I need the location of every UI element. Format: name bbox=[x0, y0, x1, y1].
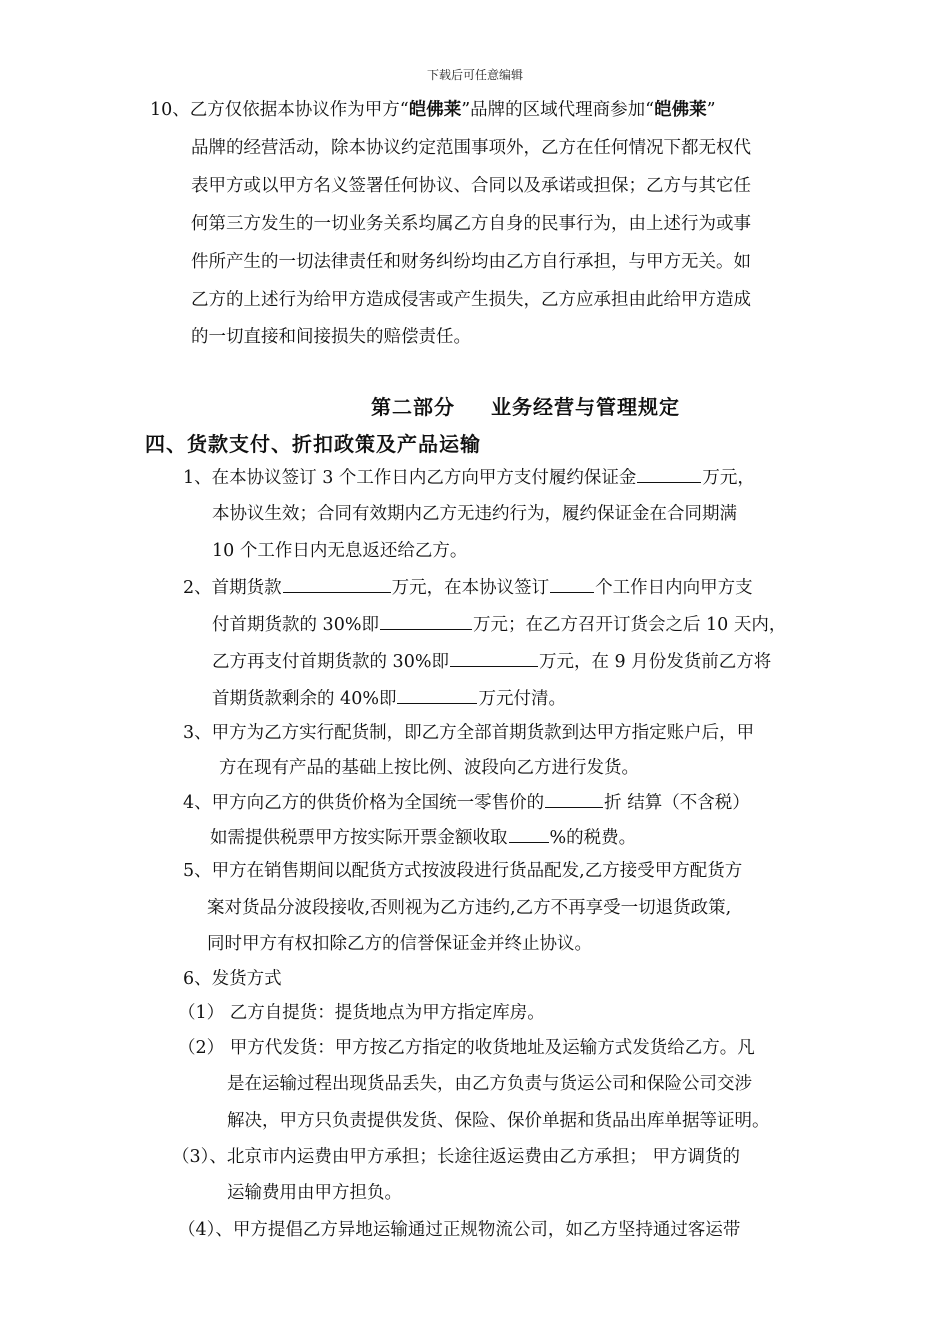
item6-sub2-line3: 解决，甲方只负责提供发货、保险、保价单据和货品出库单据等证明。 bbox=[227, 1111, 770, 1131]
item4-line1 bbox=[183, 790, 750, 815]
item4-text-d: %的税费。 bbox=[549, 828, 637, 848]
item1-line1 bbox=[183, 465, 755, 490]
workdays-blank[interactable] bbox=[550, 575, 594, 593]
payment-30b-blank[interactable] bbox=[450, 649, 538, 667]
item4-text-b: 折 结算（不含税） bbox=[604, 793, 750, 813]
item2-text-c: 个工作日内向甲方支 bbox=[595, 578, 753, 598]
item2-text-g: 万元，在 9 月份发货前乙方将 bbox=[538, 652, 772, 672]
item10-line5: 件所产生的一切法律责任和财务纠纷均由乙方自行承担，与甲方无关。如 bbox=[191, 252, 751, 272]
item6-sub2-line1: （2） 甲方代发货：甲方按乙方指定的收货地址及运输方式发货给乙方。凡 bbox=[178, 1038, 755, 1058]
payment-40-blank[interactable] bbox=[397, 686, 477, 704]
item5-line3: 同时甲方有权扣除乙方的信誉保证金并终止协议。 bbox=[207, 934, 592, 954]
item10-text-a: 10、乙方仅依据本协议作为甲方“ bbox=[150, 100, 409, 120]
item2-line2 bbox=[212, 612, 786, 637]
item1-line2: 本协议生效；合同有效期内乙方无违约行为，履约保证金在合同期满 bbox=[212, 504, 737, 524]
item5-line1: 5、甲方在销售期间以配货方式按波段进行货品配发,乙方接受甲方配货方 bbox=[183, 861, 743, 881]
item6-sub3-line1: （3）、北京市内运费由甲方承担；长途往返运费由乙方承担； 甲方调货的 bbox=[172, 1147, 740, 1167]
part-name: 业务经营与管理规定 bbox=[491, 395, 680, 419]
item1-text-a: 1、在本协议签订 3 个工作日内乙方向甲方支付履约保证金 bbox=[183, 468, 637, 488]
item10-text-c: ” bbox=[706, 100, 716, 120]
item10-line7: 的一切直接和间接损失的赔偿责任。 bbox=[191, 327, 471, 347]
page-header: 下载后可任意编辑 bbox=[426, 68, 523, 82]
item6-sub3-line2: 运输费用由甲方担负。 bbox=[227, 1183, 402, 1203]
item2-text-e: 万元；在乙方召开订货会之后 10 天内， bbox=[472, 615, 787, 635]
first-payment-blank[interactable] bbox=[283, 575, 391, 593]
item2-text-d: 付首期货款的 30%即 bbox=[212, 615, 379, 635]
item1-text-b: 万元， bbox=[702, 468, 755, 488]
brand-name: 皑佛莱 bbox=[654, 100, 707, 120]
tax-rate-blank[interactable] bbox=[509, 825, 549, 843]
item5-line2: 案对货品分波段接收,否则视为乙方违约,乙方不再享受一切退货政策, bbox=[207, 898, 732, 918]
item1-line3: 10 个工作日内无息返还给乙方。 bbox=[212, 541, 468, 561]
item10-line4: 何第三方发生的一切业务关系均属乙方自身的民事行为，由上述行为或事 bbox=[191, 214, 751, 234]
payment-30-blank[interactable] bbox=[380, 612, 472, 630]
item10-text-b: ”品牌的区域代理商参加“ bbox=[461, 100, 655, 120]
item6-sub1: （1） 乙方自提货：提货地点为甲方指定库房。 bbox=[178, 1003, 545, 1023]
section-heading: 四、货款支付、折扣政策及产品运输 bbox=[145, 432, 481, 456]
discount-blank[interactable] bbox=[545, 790, 603, 808]
item10-line2: 品牌的经营活动，除本协议约定范围事项外，乙方在任何情况下都无权代 bbox=[191, 138, 751, 158]
item2-line3 bbox=[212, 649, 771, 674]
item10-line6: 乙方的上述行为给甲方造成侵害或产生损失，乙方应承担由此给甲方造成 bbox=[191, 290, 751, 310]
item6-sub2-line2: 是在运输过程出现货品丢失，由乙方负责与货运公司和保险公司交涉 bbox=[227, 1074, 752, 1094]
item4-text-a: 4、甲方向乙方的供货价格为全国统一零售价的 bbox=[183, 793, 545, 813]
item2-line1 bbox=[183, 575, 753, 600]
deposit-blank[interactable] bbox=[637, 465, 701, 483]
item2-text-a: 2、首期货款 bbox=[183, 578, 282, 598]
item3-line2: 方在现有产品的基础上按比例、波段向乙方进行发货。 bbox=[219, 758, 639, 778]
brand-name: 皑佛莱 bbox=[408, 100, 462, 120]
item3-line1: 3、甲方为乙方实行配货制，即乙方全部首期货款到达甲方指定账户后，甲 bbox=[183, 723, 755, 743]
item2-text-b: 万元，在本协议签订 bbox=[391, 578, 550, 598]
part-title bbox=[371, 391, 680, 420]
part-number: 第二部分 bbox=[371, 395, 455, 419]
item10-line3: 表甲方或以甲方名义签署任何协议、合同以及承诺或担保；乙方与其它任 bbox=[191, 176, 751, 196]
item2-line4 bbox=[212, 686, 566, 711]
item4-line2 bbox=[210, 825, 636, 850]
item10-line1 bbox=[150, 98, 716, 122]
item4-text-c: 如需提供税票甲方按实际开票金额收取 bbox=[210, 828, 508, 848]
item2-text-h: 首期货款剩余的 40%即 bbox=[212, 689, 397, 709]
item6-title: 6、发货方式 bbox=[183, 969, 282, 989]
item2-text-i: 万元付清。 bbox=[478, 689, 566, 709]
item2-text-f: 乙方再支付首期货款的 30%即 bbox=[212, 652, 449, 672]
item6-sub4-line1: （4）、甲方提倡乙方异地运输通过正规物流公司，如乙方坚持通过客运带 bbox=[178, 1220, 741, 1240]
